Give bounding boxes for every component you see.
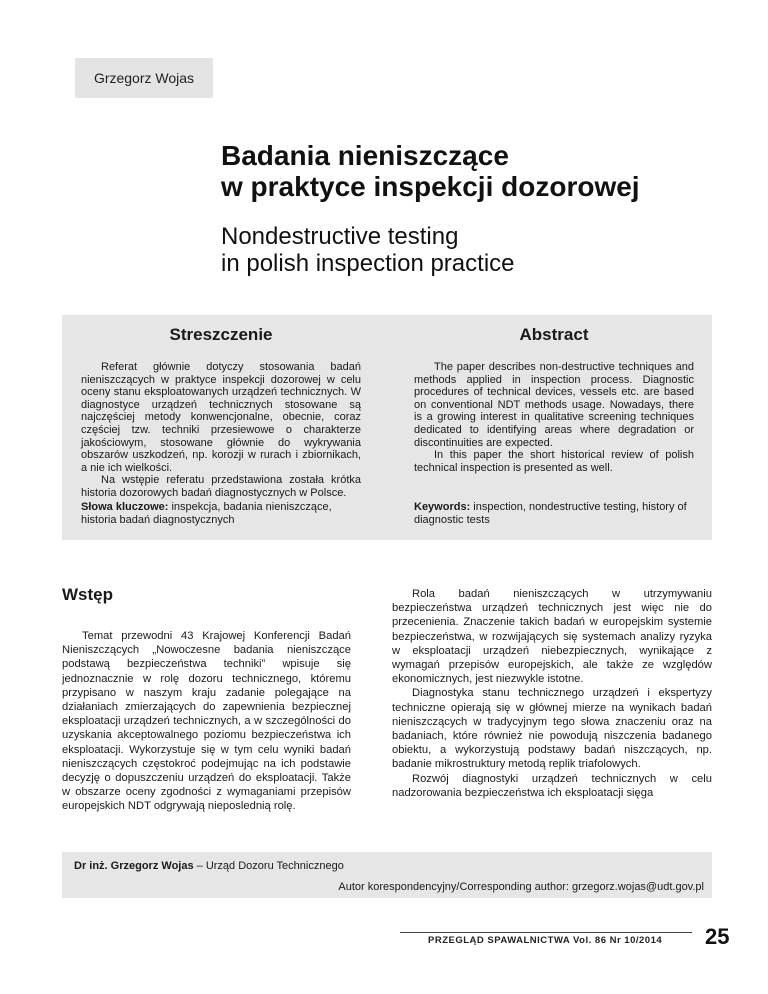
abstract-polish-paragraph: Na wstępie referatu przedstawiona została krótka historia dozorowych badań diagnostycznych w Polsce. (81, 474, 361, 499)
abstract-english-paragraph: In this paper the short historical review of polish technical inspection is presented as well. (414, 449, 694, 474)
author-footer (62, 852, 712, 898)
corresponding-author: Autor korespondencyjny/Corresponding author: grzegorz.wojas@udt.gov.pl (338, 881, 704, 893)
abstract-polish (81, 315, 361, 500)
body-paragraph: Diagnostyka stanu technicznego urządzeń i ekspertyzy techniczne opierają się w głównej mierze na wynikach badań nieniszczących w tradycyjnym tego słowa znaczeniu oraz na badaniach, które również nie powodują niszczenia badanego obiektu, a wykorzystują podstawy badań niszczących, np. badanie mikrostruktury metodą replik triafolowych. (392, 687, 712, 771)
title-polish (221, 140, 721, 202)
author-name: Dr inż. Grzegorz Wojas (74, 860, 194, 872)
journal-divider (400, 932, 692, 933)
title-english (221, 223, 721, 277)
keywords-polish-text: inspekcja, badania nieniszczące, historia badań diagnostycznych (81, 501, 332, 526)
abstract-english-paragraph: The paper describes non-destructive techniques and methods applied in inspection process. Diagnostic procedures of technical devices, vessels etc. are based on conventional NDT methods usage. Nowadays, there is a growing interest in qualitative screening techniques dedicated to identifying areas where degradation or discontinuities are expected. (414, 361, 694, 449)
abstract-polish-heading: Streszczenie (169, 325, 273, 344)
abstract-polish-paragraph: Referat głównie dotyczy stosowania badań nieniszczących w praktyce inspekcji dozorowej w celu oceny stanu eksploatowanych urządzeń technicznych. W diagnostyce urządzeń technicznych stosowane są najczęściej metody konwencjonalne, obecnie, coraz częściej tzw. techniki przesiewowe o charakterze jakościowym, stosowane głównie do wykrywania obszarów uszkodzeń, np. korozji w rurach i zbiornikach, a nie ich wielkości. (81, 361, 361, 474)
abstract-english-heading: Abstract (519, 325, 589, 344)
title-english-line-1: Nondestructive testing (221, 223, 459, 250)
body-left-column (62, 629, 351, 814)
keywords-polish (81, 501, 361, 526)
body-right-column (392, 587, 712, 800)
keywords-english-text: inspection, nondestructive testing, history of diagnostic tests (414, 501, 687, 526)
abstract-box (62, 315, 712, 540)
abstract-polish-body (81, 361, 361, 500)
author-tag: Grzegorz Wojas (75, 58, 213, 98)
body-paragraph: Temat przewodni 43 Krajowej Konferencji Badań Nieniszczących „Nowoczesne badania nieniszczące podstawą bezpieczeństwa techniki” wpisuje się jednoznacznie w rolę dozoru technicznego, któremu przypisano w naszym kraju zadanie polegające na działaniach zmierzających do zapewnienia bezpiecznej eksploatacji urządzeń technicznych, a w szczególności do uzyskania akceptowalnego poziomu bezpieczeństwa ich eksploatacji. Wykorzystuje się w tym celu wyniki badań nieniszczących częstokroć podejmując na ich podstawie decyzję o dopuszczeniu urządzeń do eksploatacji. Także w obszarze oceny zgodności z wymaganiami przepisów europejskich NDT odgrywają nieposlednią rolę. (62, 630, 351, 813)
keywords-english (414, 501, 694, 526)
body-paragraph: Rozwój diagnostyki urządzeń technicznych w celu nadzorowania bezpieczeństwa ich eksploatacji sięga (392, 772, 712, 799)
journal-name: PRZEGLĄD SPAWALNICTWA Vol. 86 Nr 10/2014 (428, 935, 663, 946)
section-heading: Wstęp (62, 585, 113, 604)
author-affiliation (74, 860, 344, 872)
keywords-polish-label: Słowa kluczowe: (81, 501, 169, 513)
affiliation-text: – Urząd Dozoru Technicznego (193, 860, 344, 872)
body-paragraph: Rola badań nieniszczących w utrzymywaniu bezpieczeństwa urządzeń technicznych jest więc nie do przecenienia. Znaczenie takich badań w europejskim systemie bezpieczeństwa, w rozwijających się systemach analizy ryzyka w eksploatacji urządzeń niebezpiecznych, wynikające z wymagań przepisów europejskich, ale także ze względów ekonomicznych, jest niezwykle istotne. (392, 588, 712, 686)
abstract-english-body (414, 361, 694, 474)
title-polish-line-1: Badania nieniszczące (221, 140, 509, 171)
title-polish-line-2: w praktyce inspekcji dozorowej (221, 171, 640, 202)
abstract-english (414, 315, 694, 474)
title-english-line-2: in polish inspection practice (221, 250, 515, 277)
page-number: 25 (705, 924, 730, 949)
keywords-english-label: Keywords: (414, 501, 471, 513)
